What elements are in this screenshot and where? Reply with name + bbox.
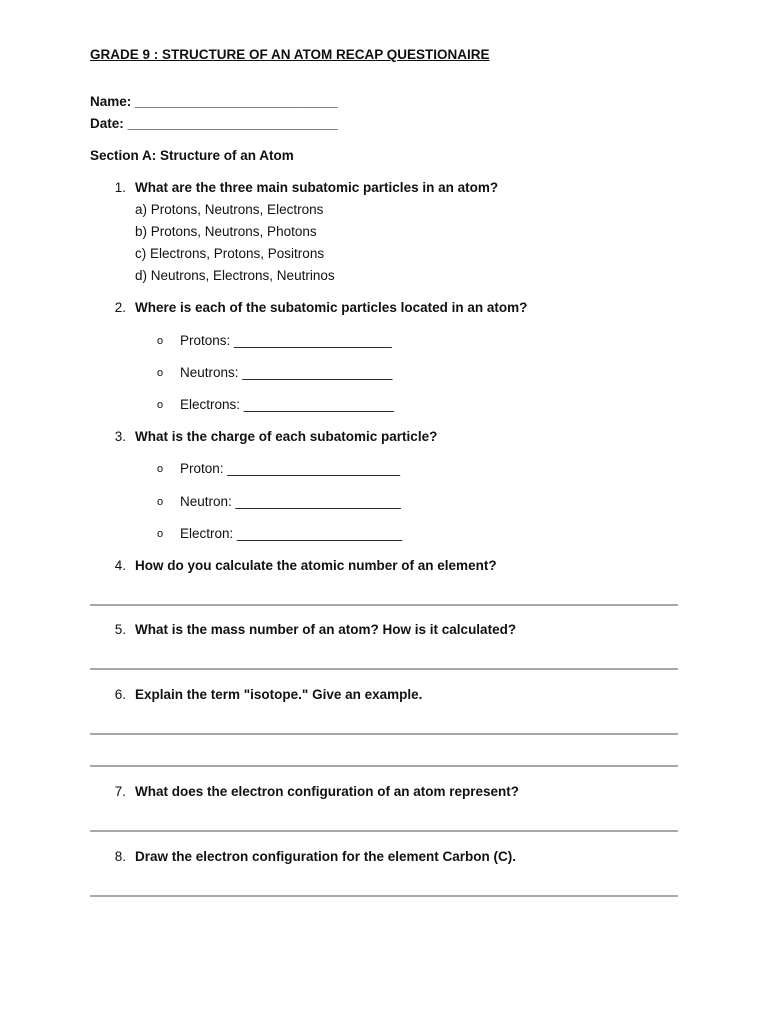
name-field: Name: ___________________________ — [90, 94, 338, 109]
date-field: Date: ____________________________ — [90, 116, 338, 131]
question-2-item-electrons: Electrons: ____________________ — [180, 397, 394, 412]
section-a-heading: Section A: Structure of an Atom — [90, 148, 294, 163]
bullet-icon: o — [157, 335, 164, 347]
question-1-option-b: b) Protons, Neutrons, Photons — [135, 224, 317, 239]
answer-line[interactable] — [90, 733, 678, 735]
answer-line[interactable] — [90, 765, 678, 767]
question-3-item-proton: Proton: _______________________ — [180, 461, 400, 476]
question-7-text: What does the electron configuration of an atom represent? — [135, 784, 520, 799]
question-5-text: What is the mass number of an atom? How is it calculated? — [135, 622, 517, 637]
question-2-item-neutrons: Neutrons: ____________________ — [180, 365, 393, 380]
bullet-icon: o — [157, 463, 164, 475]
question-6-text: Explain the term "isotope." Give an example. — [135, 687, 423, 702]
question-2-item-protons: Protons: _____________________ — [180, 333, 392, 348]
question-4-number: 4. — [114, 558, 126, 573]
worksheet-title: GRADE 9 : STRUCTURE OF AN ATOM RECAP QUESTIONAIRE — [90, 47, 490, 62]
bullet-icon: o — [157, 528, 164, 540]
answer-line[interactable] — [90, 895, 678, 897]
question-3-item-neutron: Neutron: ______________________ — [180, 494, 401, 509]
question-6-number: 6. — [114, 687, 126, 702]
question-1-text: What are the three main subatomic particles in an atom? — [135, 180, 499, 195]
question-5-number: 5. — [114, 622, 126, 637]
question-1-option-d: d) Neutrons, Electrons, Neutrinos — [135, 268, 335, 283]
bullet-icon: o — [157, 367, 164, 379]
question-3-number: 3. — [114, 429, 126, 444]
question-3-item-electron: Electron: ______________________ — [180, 526, 403, 541]
question-2-number: 2. — [114, 300, 126, 315]
question-7-number: 7. — [114, 784, 126, 799]
question-2-text: Where is each of the subatomic particles located in an atom? — [135, 300, 528, 315]
question-1-number: 1. — [114, 180, 126, 195]
question-8-text: Draw the electron configuration for the element Carbon (C). — [135, 849, 517, 864]
question-1-option-c: c) Electrons, Protons, Positrons — [135, 246, 325, 261]
bullet-icon: o — [157, 399, 164, 411]
bullet-icon: o — [157, 496, 164, 508]
question-8-number: 8. — [114, 849, 126, 864]
question-1-option-a: a) Protons, Neutrons, Electrons — [135, 202, 324, 217]
answer-line[interactable] — [90, 668, 678, 670]
question-4-text: How do you calculate the atomic number of an element? — [135, 558, 497, 573]
answer-line[interactable] — [90, 830, 678, 832]
answer-line[interactable] — [90, 604, 678, 606]
question-3-text: What is the charge of each subatomic particle? — [135, 429, 438, 444]
